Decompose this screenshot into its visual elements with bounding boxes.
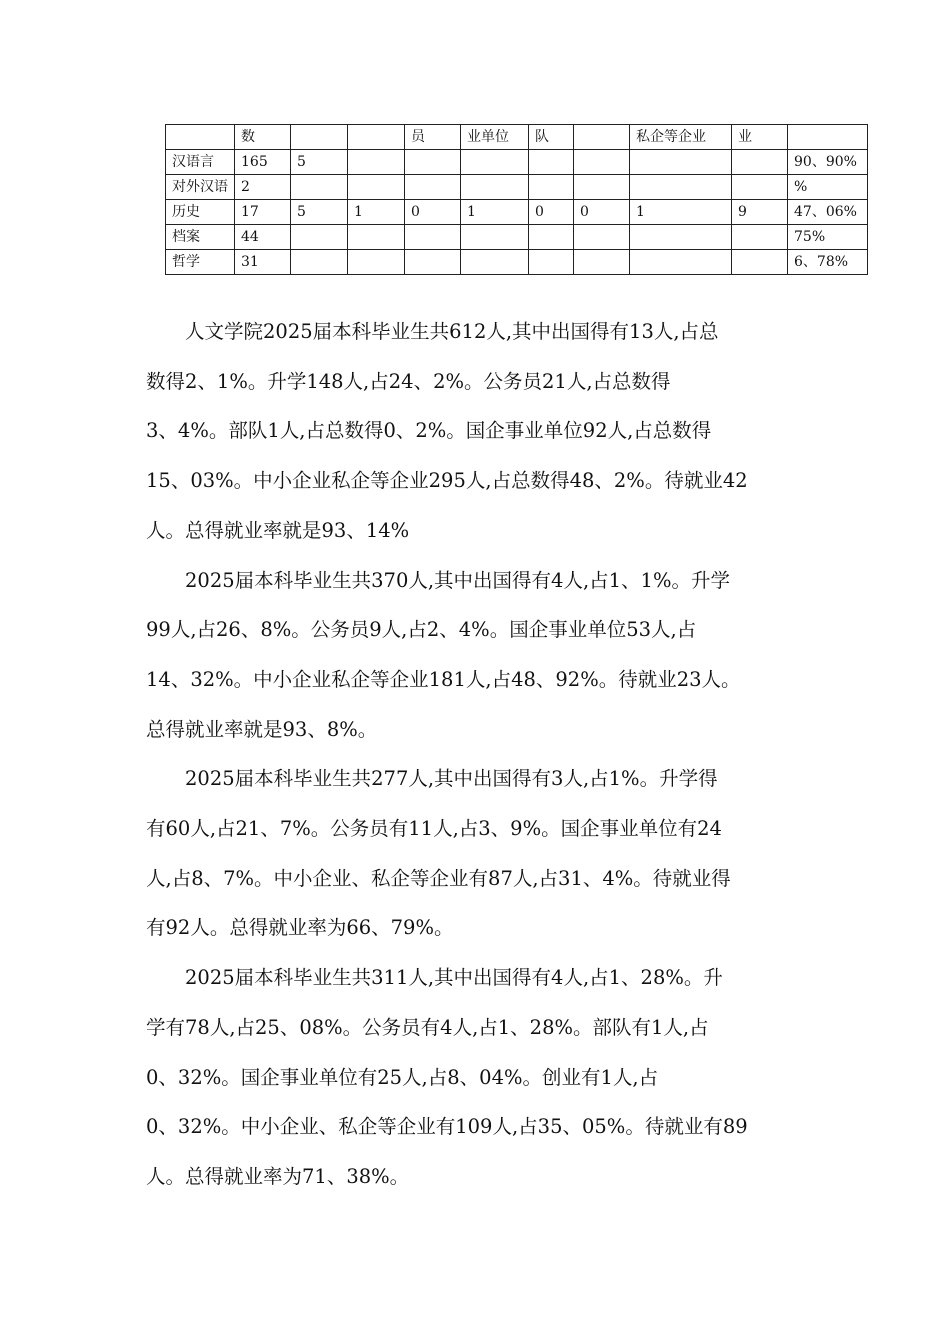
- table-cell: 5: [291, 150, 348, 175]
- table-cell: 47、06%: [788, 200, 868, 225]
- table-cell: 汉语言: [166, 150, 235, 175]
- table-cell: [405, 150, 461, 175]
- table-cell: [732, 175, 788, 200]
- table-cell: [291, 225, 348, 250]
- table-cell: [348, 175, 405, 200]
- text-line: 0、32%。中小企业、私企等企业有109人,占35、05%。待就业有89: [146, 1115, 748, 1139]
- table-cell: [405, 250, 461, 275]
- table-cell: [166, 125, 235, 150]
- table-cell: [732, 150, 788, 175]
- text-line: 人。总得就业率为71、38%。: [146, 1164, 410, 1188]
- paragraph-major-277: [146, 754, 806, 953]
- table-cell: [732, 225, 788, 250]
- table-cell: 1: [630, 200, 732, 225]
- table-cell: 9: [732, 200, 788, 225]
- text-line: 99人,占26、8%。公务员9人,占2、4%。国企事业单位53人,占: [146, 618, 697, 642]
- table-cell: [348, 125, 405, 150]
- table-cell: [461, 175, 529, 200]
- table-cell: [574, 175, 630, 200]
- paragraph-major-311: [146, 953, 806, 1202]
- table-cell: 6、78%: [788, 250, 868, 275]
- table-cell: 75%: [788, 225, 868, 250]
- text-line: 有92人。总得就业率为66、79%。: [146, 916, 454, 940]
- text-line: 2025届本科毕业生共370人,其中出国得有4人,占1、1%。升学: [185, 568, 730, 592]
- table-cell: [529, 250, 574, 275]
- text-line: 有60人,占21、7%。公务员有11人,占3、9%。国企事业单位有24: [146, 817, 722, 841]
- table-cell: [732, 250, 788, 275]
- table-cell: [348, 225, 405, 250]
- paragraph-major-370: [146, 556, 806, 755]
- text-line: 0、32%。国企事业单位有25人,占8、04%。创业有1人,占: [146, 1065, 659, 1089]
- table-cell: 0: [405, 200, 461, 225]
- text-line: 人,占8、7%。中小企业、私企等企业有87人,占31、4%。待就业得: [146, 866, 731, 890]
- table-cell: 对外汉语: [166, 175, 235, 200]
- text-line: 人。总得就业率就是93、14%: [146, 518, 410, 542]
- table-cell: 1: [461, 200, 529, 225]
- table-cell: 1: [348, 200, 405, 225]
- table-cell: 业: [732, 125, 788, 150]
- table-cell: [405, 225, 461, 250]
- table-cell: [291, 125, 348, 150]
- table-cell: [788, 125, 868, 150]
- text-line: 数得2、1%。升学148人,占24、2%。公务员21人,占总数得: [146, 369, 671, 393]
- table-cell: [630, 150, 732, 175]
- table-cell: [529, 175, 574, 200]
- text-line: 15、03%。中小企业私企等企业295人,占总数得48、2%。待就业42: [146, 469, 748, 493]
- table-cell: [574, 250, 630, 275]
- table-cell: [574, 150, 630, 175]
- table-cell: 私企等企业: [630, 125, 732, 150]
- text-line: 人文学院2025届本科毕业生共612人,其中出国得有13人,占总: [185, 320, 719, 343]
- table-cell: [529, 225, 574, 250]
- table-cell: 数: [235, 125, 291, 150]
- text-line: 2025届本科毕业生共277人,其中出国得有3人,占1%。升学得: [185, 767, 718, 791]
- table-header-row: [166, 125, 868, 150]
- table-row: [166, 175, 868, 200]
- table-cell: [630, 225, 732, 250]
- paragraph-humanities-summary: [146, 307, 806, 556]
- table-cell: [291, 175, 348, 200]
- table-cell: [574, 225, 630, 250]
- table-cell: [405, 175, 461, 200]
- body-text: [146, 307, 806, 1202]
- table-cell: [348, 250, 405, 275]
- table-cell: [461, 150, 529, 175]
- table-cell: 31: [235, 250, 291, 275]
- table-cell: 90、90%: [788, 150, 868, 175]
- table-cell: 44: [235, 225, 291, 250]
- table-row: [166, 150, 868, 175]
- table-cell: [461, 225, 529, 250]
- table-cell: 哲学: [166, 250, 235, 275]
- table-cell: 档案: [166, 225, 235, 250]
- table-cell: 5: [291, 200, 348, 225]
- table-row: [166, 225, 868, 250]
- table-cell: [461, 250, 529, 275]
- table-cell: 165: [235, 150, 291, 175]
- table-cell: [630, 175, 732, 200]
- table-cell: 历史: [166, 200, 235, 225]
- table-cell: [291, 250, 348, 275]
- table-cell: [348, 150, 405, 175]
- employment-stats-table: [165, 124, 868, 275]
- table-cell: 2: [235, 175, 291, 200]
- table-row: [166, 250, 868, 275]
- table-row: [166, 200, 868, 225]
- text-line: 14、32%。中小企业私企等企业181人,占48、92%。待就业23人。: [146, 667, 741, 691]
- table-cell: [630, 250, 732, 275]
- table-cell: 员: [405, 125, 461, 150]
- table-cell: %: [788, 175, 868, 200]
- table-cell: 队: [529, 125, 574, 150]
- text-line: 2025届本科毕业生共311人,其中出国得有4人,占1、28%。升: [185, 966, 723, 990]
- table-cell: [574, 125, 630, 150]
- text-line: 总得就业率就是93、8%。: [146, 717, 378, 741]
- text-line: 3、4%。部队1人,占总数得0、2%。国企事业单位92人,占总数得: [146, 419, 712, 443]
- table-cell: 17: [235, 200, 291, 225]
- table-cell: 业单位: [461, 125, 529, 150]
- table-cell: 0: [574, 200, 630, 225]
- table-cell: 0: [529, 200, 574, 225]
- table-cell: [529, 150, 574, 175]
- text-line: 学有78人,占25、08%。公务员有4人,占1、28%。部队有1人,占: [146, 1015, 709, 1039]
